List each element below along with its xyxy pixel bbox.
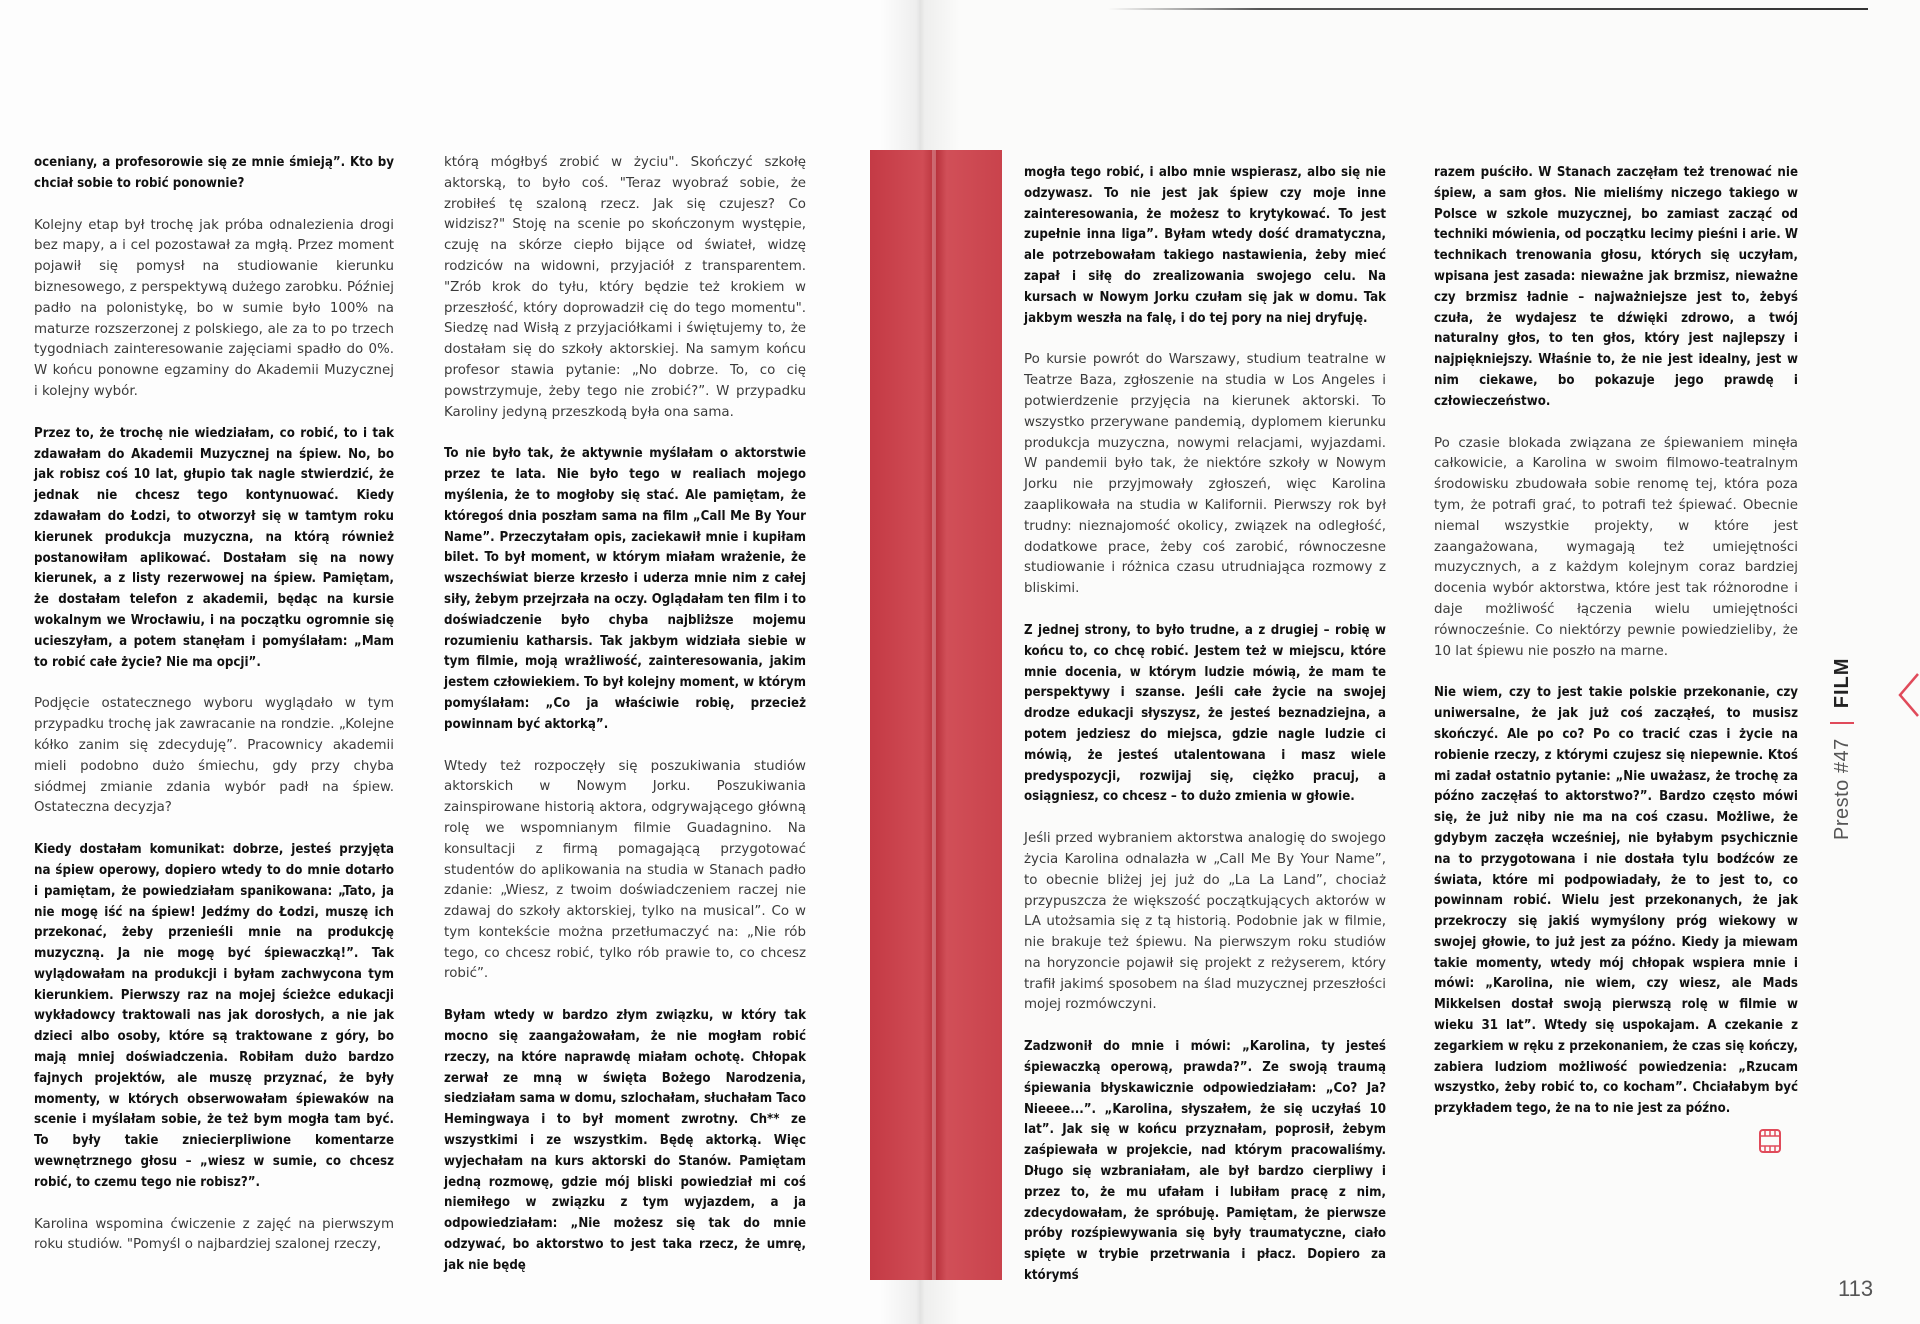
- paragraph: Kolejny etap był trochę jak próba odnalezienia drogi bez mapy, a i cel pozostawał za mgłą. Przez moment pojawił się pomysł na studiowanie kierunku biznesowego, z perspektywą dużego zarobku. Później padło na polonistykę, bo w sumie było 100% na maturze rozszerzonej z polskiego, ale za to po trzech tygodniach zainteresowanie zajęciami spadło do 0%. W końcu ponowne egzaminy do Akademii Muzycznej i kolejny wybór.: [34, 217, 394, 399]
- paragraph: Karolina wspomina ćwiczenie z zajęć na pierwszym roku studiów. "Pomyśl o najbardziej szalonej rzeczy,: [34, 1216, 394, 1253]
- magazine-issue: Presto #47: [1830, 738, 1853, 840]
- paragraph: razem puściło. W Stanach zaczęłam też trenować nie śpiew, a sam głos. Nie mieliśmy niczego takiego w Polsce w szkole muzycznej, bo zamiast zacząć od techniki mówienia, od początku lecimy pieśni i arie. W technikach trenowania głosu, których się uczyłam, wpisana jest zasada: nieważne jak brzmisz, nieważne czy brzmisz ładnie – najważniejsze jest to, żebyś czuła, że wydajesz te dźwięki zdrowo, a twój naturalny głos, to ten głos, który jest najlepszy i najpiękniejszy. Właśnie to, że nie jest idealny, jest w nim ciekawe, bo pokazuje jego prawdę i człowieczeństwo.: [1434, 165, 1798, 409]
- section-sidebar: [1822, 600, 1862, 840]
- paragraph: Podjęcie ostatecznego wyboru wyglądało w tym przypadku trochę jak zawracanie na rondzie. „Kolejne kółko zanim się zdecyduję”. Pracownicy akademii mieli podobno dużo śmiechu, gdy przy chyba siódmej zmianie zdania wybór padł na śpiew. Ostateczna decyzja?: [34, 696, 394, 816]
- text-column-2: [444, 153, 806, 1298]
- red-bookmark-band: [870, 150, 1002, 1280]
- paragraph: Zadzwonił do mnie i mówi: „Karolina, ty jesteś śpiewaczką operową, prawda?”. Ze swoją traumą śpiewania błyskawicznie odpowiedziałam: „Co? Ja? Nieeee...”. „Karolina, słyszałem, że się uczyłaś 10 lat”. Jak się w końcu przyznałam, poprosił, żebym zaśpiewała w projekcie, nad którym pracowaliśmy. Długo się wzbraniałam, ale był bardzo cierpliwy i przez to, że mu ufałam i lubiłam pracę z nim, zdecydowałam, że spróbuję. Pamiętam, że pierwsze próby rozśpiewywania się były traumatyczne, ciało spięte w trybie przetrwania i płacz. Dopiero za którymś: [1024, 1039, 1386, 1284]
- paragraph: Po kursie powrót do Warszawy, studium teatralne w Teatrze Baza, zgłoszenie na studia w Los Angeles i potwierdzenie przyjęcia na kierunek aktorski. To wszystko przerywane pandemią, dyplomem kierunku produkcja muzyczna, nowymi relacjami, wyjazdami. W pandemii było tak, że niektóre szkoły w Nowym Jorku nie przyjmowały zgłoszeń, więc Karolina zaaplikowała na studia w Kalifornii. Pierwszy rok był trudny: nieznajomość okolicy, związek na odległość, dodatkowe prace, żeby coś zarobić, równoczesne studiowanie i różnica czasu utrudniająca rozmowy z bliskimi.: [1024, 352, 1386, 597]
- paragraph: którą mógłbyś zrobić w życiu". Skończyć szkołę aktorską, to było coś. "Teraz wyobraź sobie, że zrobiłeś tę szaloną rzecz. Jak się czujesz? Co widzisz?" Stoję na scenie po skończonym występie, czuję na skórze ciepło bijące od świateł, widzę rodziców na widowni, przyjaciół z transparentem. "Zrób krok do tyłu, który będzie też krokiem w przeszłość, który doprowadził cię do tego momentu". Siedzę nad Wisłą z przyjaciółkami i świętujemy to, że dostałam się do szkoły aktorskiej. Na samym końcu profesor stawia pytanie: „No dobrze. To, co cię powstrzymuje, żeby tego nie zrobić?”. W przypadku Karoliny jedyną przeszkodą była ona sama.: [444, 155, 806, 420]
- paragraph: mogła tego robić, i albo mnie wspierasz, albo się nie odzywasz. To nie jest jak śpiew czy moje inne zainteresowania, że możesz to krytykować. To jest zupełnie inna liga”. Byłam wtedy dość dramatyczna, ale potrzebowałam takiego nastawienia, żeby mieć zapał i siłę do zrealizowania swojego celu. Na kursach w Nowym Jorku czułam się jak w domu. Tak jakbym weszła na falę, i do tej pory na niej dryfuję.: [1024, 165, 1386, 326]
- paragraph: To nie było tak, że aktywnie myślałam o aktorstwie przez te lata. Nie było tego w realiach mojego myślenia, że to mogłoby się stać. Ale pamiętam, że któregoś dnia poszłam sama na film „Call Me By Your Name”. Przeczytałam opis, zaciekawił mnie i kupiłam bilet. To był moment, w którym miałam wrażenie, że wszechświat bierze krzesło i uderza mnie nim z całej siły, żebym przejrzała na oczy. Oglądałam ten film i to doświadczenie było chyba najbliższe mojemu rozumieniu katharsis. Tak jakbym widziała siebie w tym filmie, moją wrażliwość, zainteresowania, jakim jestem człowiekiem. To był kolejny moment, w którym pomyślałam: „Co ja właściwie robię, przecież powinnam być aktorką”.: [444, 446, 806, 732]
- paragraph: Po czasie blokada związana ze śpiewaniem minęła całkowicie, a Karolina w swoim filmowo-teatralnym środowisku zbudowała sobie renomę tej, która poza tym, że potrafi grać, to potrafi też śpiewać. Obecnie niemal wszystkie projekty, w które jest zaangażowana, wymagają też umiejętności muzycznych, a z każdym kolejnym coraz bardziej docenia wybór aktorstwa, które jest tak różnorodne i daje możliwość łączenia wielu umiejętności równocześnie. Co niektórzy pewnie powiedzieliby, że 10 lat śpiewu nie poszło na marne.: [1434, 435, 1798, 659]
- top-rule: [1108, 8, 1868, 10]
- paragraph: Z jednej strony, to było trudne, a z drugiej – robię w końcu to, co chcę robić. Jestem też w miejscu, które mnie docenia, w którym ludzie mówią, że mam te perspektywy i szanse. Jeśli całe życie na swojej drodze edukacji słyszysz, że jesteś beznadziejna, a potem jedziesz do miejsca, gdzie nagle ludzie ci mówią, że jesteś utalentowana i masz wiele predyspozycji, rozwijaj się, ciężko pracuj, a osiągniesz, co chcesz – to dużo zmienia w głowie.: [1024, 622, 1386, 805]
- paragraph: Byłam wtedy w bardzo złym związku, w który tak mocno się zaangażowałam, że nie mogłam robić rzeczy, na które naprawdę miałam ochotę. Chłopak zerwał ze mną w święta Bożego Narodzenia, siedziałam sama w domu, szlochałam, słuchałam Taco Hemingwaya i to był moment zwrotny. Ch** ze wszystkimi i ze wszystkim. Będę aktorką. Więc wyjechałam na kurs aktorski do Stanów. Pamiętam jedną rozmowę, gdzie mój bliski powiedział mi coś niemiłego w związku z tym wyjazdem, a ja odpowiedziałam: „Nie możesz się tak do mnie odzywać, bo aktorstwo to jest taka rzecz, że umrę, jak nie będę: [444, 1008, 806, 1273]
- paragraph: Wtedy też rozpoczęły się poszukiwania studiów aktorskich w Nowym Jorku. Poszukiwania zainspirowane historią aktora, odgrywającego główną rolę we wspomnianym filmie Guadagnino. Na konsultacji z firmą pomagającą przygotować studentów do aplikowania na studia w Stanach padło zdanie: „Wiesz, z twoim doświadczeniem raczej nie zdawaj do szkoły aktorskiej, tylko na musical”. Co w tym kontekście można przetłumaczyć na: „Nie rób tego, co chcesz robić, tylko rób prawie to, co chcesz robić”.: [444, 758, 806, 982]
- section-label: FILM: [1830, 657, 1853, 709]
- chevron-left-icon: [1896, 670, 1920, 720]
- page-number: 113: [1838, 1276, 1874, 1301]
- text-column-1: [34, 153, 394, 1277]
- paragraph: oceniany, a profesorowie się ze mnie śmieją”. Kto by chciał sobie to robić ponownie?: [34, 155, 394, 191]
- film-icon: [1758, 1128, 1782, 1154]
- paragraph: Kiedy dostałam komunikat: dobrze, jesteś przyjęta na śpiew operowy, dopiero wtedy to do mnie dotarło i pamiętam, że powiedziałam spanikowana: „Tato, ja nie mogę iść na śpiew! Jedźmy do Łodzi, muszę ich przekonać, żeby przenieśli mnie na produkcję muzyczną. Ja nie mogę być śpiewaczką!”. Tak wylądowałam na produkcji i byłam zachwycona tym kierunkiem. Pierwszy raz na mojej ścieżce edukacji wykładowcy traktowali nas jak dorosłych, a nie jak dzieci albo osoby, które są traktowane z góry, bo mają mniej doświadczenia. Robiłam dużo bardzo fajnych projektów, ale muszę przyznać, że były momenty, w których obserwowałam śpiewaków na scenie i myślałam sobie, że też bym mogła tam być. To były takie zniecierpliwione komentarze wewnętrznego głosu – „wiesz w sumie, co chcesz robić, to czemu tego nie robisz?”.: [34, 842, 394, 1190]
- text-column-4: [1434, 163, 1798, 1141]
- paragraph: Jeśli przed wybraniem aktorstwa analogię do swojego życia Karolina odnalazła w „Call Me By Your Name”, to obecnie bliżej jej już do „La La Land”, chociaż przypuszcza że większość początkujących aktorów w LA utożsamia się z tą historią. Podobnie jak w filmie, nie brakuje też śpiewu. Na pierwszym roku studiów na horyzoncie pojawił się projekt z reżyserem, który trafił jakimś sposobem na ślad muzycznej przeszłości mojej rozmówczyni.: [1024, 831, 1386, 1013]
- paragraph: Przez to, że trochę nie wiedziałam, co robić, to i tak zdawałam do Akademii Muzycznej na śpiew. No, bo jak robisz coś 10 lat, głupio tak nagle stwierdzić, że jednak nie chcesz tego kontynuować. Kiedy zdawałam do Łodzi, to otworzył się w tamtym roku kierunek produkcja muzyczna, na którą również postanowiłam aplikować. Dostałam się na nowy kierunek, a z listy rezerwowej na śpiew. Pamiętam, że dostałam telefon z akademii, będąc na kursie wokalnym we Wrocławiu, i na początku ogromnie się ucieszyłam, a potem stanęłam i pomyślałam: „Mam to robić całe życie? Nie ma opcji”.: [34, 425, 394, 670]
- paragraph: Nie wiem, czy to jest takie polskie przekonanie, czy uniwersalne, że jak już coś zacząłeś, to musisz skończyć. Ale po co? Po co tracić czas i życie na robienie rzeczy, z którymi czujesz się niepewnie. Ktoś mi zadał ostatnio pytanie: „Nie uważasz, że trochę za późno zaczęłaś to aktorstwo?”. Bardzo często mówi się, że już niby nie ma na coś czasu. Możliwe, że gdybym zaczęła wcześniej, nie byłabym psychicznie na to przygotowana i nie dostała tylu bodźców ze świata, które mi podpowiadały, że to jest to, co powinnam robić. Wielu jest przekonanych, że jak przekroczy się jakiś wymyślony próg wiekowy w swojej głowie, to już jest za późno. Kiedy ja miewam takie momenty, wtedy mój chłopak wspiera mnie i mówi: „Karolina, nie wiem, czy wiesz, ale Mads Mikkelsen dostał swoją pierwszą rolę w filmie w wieku 31 lat”. Wtedy się uspokajam. A czekanie z zegarkiem w ręku z przekonaniem, że czas się kończy, zabiera ludziom możliwość powiedzenia: „Rzucam wszystko, żeby robić to, co kocham”. Chciałabym być przykładem tego, że na to nie jest za późno.: [1434, 685, 1798, 1117]
- text-column-3: [1024, 163, 1386, 1308]
- sidebar-separator: [1830, 722, 1854, 724]
- red-band-fold: [932, 150, 936, 1280]
